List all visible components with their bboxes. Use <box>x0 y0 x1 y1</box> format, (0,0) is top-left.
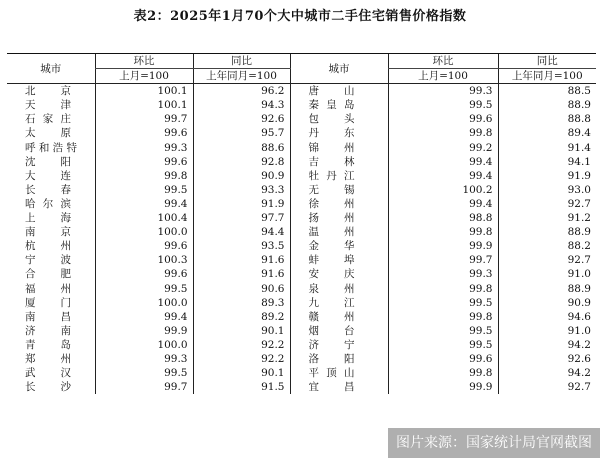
city-name: 南 京 <box>25 226 71 239</box>
mom-right-cell: 99.8 <box>388 225 498 239</box>
yoy-right-cell: 92.7 <box>498 197 596 211</box>
yoy-left-cell: 88.6 <box>193 141 290 155</box>
mom-left-cell: 100.0 <box>95 225 193 239</box>
table-row <box>7 324 596 338</box>
table-row <box>7 253 596 267</box>
yoy-right-cell: 91.0 <box>498 267 596 281</box>
mom-left-cell: 100.4 <box>95 211 193 225</box>
mom-left-cell: 99.5 <box>95 282 193 296</box>
city-name: 长 沙 <box>25 381 71 394</box>
city-name: 长 春 <box>25 183 71 196</box>
table-row <box>7 352 596 366</box>
city-right-cell <box>290 126 388 140</box>
header-yoy-right: 同比 <box>498 54 596 69</box>
city-right-cell <box>290 211 388 225</box>
city-left-cell <box>7 98 95 112</box>
mom-right-cell: 99.9 <box>388 239 498 253</box>
mom-right-cell: 99.4 <box>388 155 498 169</box>
city-name: 宜 昌 <box>308 381 355 394</box>
yoy-right-cell: 88.9 <box>498 282 596 296</box>
city-name: 无 锡 <box>308 183 355 196</box>
city-left-cell <box>7 211 95 225</box>
city-name: 石 家 庄 <box>25 113 71 126</box>
city-name: 合 肥 <box>25 268 71 281</box>
city-name: 南 昌 <box>25 310 71 323</box>
city-left-cell <box>7 267 95 281</box>
mom-left-cell: 99.6 <box>95 126 193 140</box>
header-mom-right: 环比 <box>388 54 498 69</box>
city-left-cell <box>7 253 95 267</box>
yoy-left-cell: 92.2 <box>193 352 290 366</box>
table-row <box>7 267 596 281</box>
city-name: 太 原 <box>25 127 71 140</box>
city-right-cell <box>290 112 388 126</box>
city-name: 上 海 <box>25 212 71 225</box>
mom-left-cell: 99.7 <box>95 112 193 126</box>
city-right-cell <box>290 253 388 267</box>
city-right-cell <box>290 98 388 112</box>
yoy-right-cell: 94.6 <box>498 310 596 324</box>
table-title: 表2：2025年1月70个大中城市二手住宅销售价格指数 <box>133 9 467 24</box>
mom-left-cell: 99.7 <box>95 380 193 394</box>
city-name: 平 顶 山 <box>308 367 355 380</box>
city-left-cell <box>7 282 95 296</box>
yoy-right-cell: 88.2 <box>498 239 596 253</box>
yoy-left-cell: 89.2 <box>193 310 290 324</box>
city-right-cell <box>290 239 388 253</box>
city-name: 唐 山 <box>308 85 355 98</box>
city-name: 金 华 <box>308 240 355 253</box>
city-left-cell <box>7 324 95 338</box>
mom-left-cell: 99.6 <box>95 155 193 169</box>
mom-right-cell: 99.5 <box>388 324 498 338</box>
table-row <box>7 225 596 239</box>
mom-right-cell: 99.3 <box>388 84 498 99</box>
city-name: 济 南 <box>25 324 71 337</box>
yoy-left-cell: 90.1 <box>193 366 290 380</box>
mom-left-cell: 99.5 <box>95 366 193 380</box>
yoy-left-cell: 89.3 <box>193 296 290 310</box>
yoy-left-cell: 91.9 <box>193 197 290 211</box>
mom-left-cell: 99.3 <box>95 352 193 366</box>
mom-right-cell: 99.4 <box>388 169 498 183</box>
table-row <box>7 183 596 197</box>
mom-right-cell: 99.8 <box>388 282 498 296</box>
city-left-cell <box>7 84 95 99</box>
city-right-cell <box>290 141 388 155</box>
city-left-cell <box>7 352 95 366</box>
mom-right-cell: 99.8 <box>388 366 498 380</box>
city-left-cell <box>7 112 95 126</box>
yoy-left-cell: 90.6 <box>193 282 290 296</box>
city-right-cell <box>290 183 388 197</box>
city-right-cell <box>290 310 388 324</box>
city-name: 郑 州 <box>25 352 71 365</box>
city-name: 蚌 埠 <box>308 254 355 267</box>
table-row <box>7 380 596 394</box>
mom-right-cell: 99.4 <box>388 197 498 211</box>
table-row <box>7 126 596 140</box>
table-body <box>7 84 596 395</box>
yoy-right-cell: 90.9 <box>498 296 596 310</box>
yoy-right-cell: 88.9 <box>498 225 596 239</box>
yoy-right-cell: 92.7 <box>498 380 596 394</box>
mom-right-cell: 99.9 <box>388 380 498 394</box>
mom-right-cell: 99.7 <box>388 253 498 267</box>
table-row <box>7 112 596 126</box>
mom-right-cell: 99.5 <box>388 296 498 310</box>
city-name: 安 庆 <box>308 268 355 281</box>
city-left-cell <box>7 239 95 253</box>
yoy-left-cell: 96.2 <box>193 84 290 99</box>
yoy-left-cell: 94.3 <box>193 98 290 112</box>
header-city-right: 城市 <box>290 54 388 84</box>
city-name: 宁 波 <box>25 254 71 267</box>
city-name: 丹 东 <box>308 127 355 140</box>
city-name: 洛 阳 <box>308 352 355 365</box>
city-left-cell <box>7 197 95 211</box>
mom-left-cell: 99.6 <box>95 267 193 281</box>
city-left-cell <box>7 155 95 169</box>
mom-right-cell: 100.2 <box>388 183 498 197</box>
city-left-cell <box>7 141 95 155</box>
city-right-cell <box>290 352 388 366</box>
city-name: 济 宁 <box>308 338 355 351</box>
yoy-right-cell: 91.9 <box>498 169 596 183</box>
city-name: 温 州 <box>308 226 355 239</box>
header-mom-left: 环比 <box>95 54 193 69</box>
yoy-right-cell: 94.1 <box>498 155 596 169</box>
city-left-cell <box>7 169 95 183</box>
table-row <box>7 169 596 183</box>
mom-left-cell: 100.0 <box>95 296 193 310</box>
mom-right-cell: 99.6 <box>388 352 498 366</box>
header-yoy-base-left: 上年同月=100 <box>193 69 290 84</box>
city-name: 大 连 <box>25 169 71 182</box>
mom-left-cell: 99.8 <box>95 169 193 183</box>
city-right-cell <box>290 366 388 380</box>
yoy-right-cell: 92.7 <box>498 253 596 267</box>
mom-right-cell: 99.5 <box>388 338 498 352</box>
city-name: 呼 和 浩 特 <box>25 141 77 154</box>
city-name: 沈 阳 <box>25 155 71 168</box>
city-left-cell <box>7 366 95 380</box>
mom-left-cell: 100.1 <box>95 98 193 112</box>
city-right-cell <box>290 267 388 281</box>
yoy-right-cell: 91.0 <box>498 324 596 338</box>
yoy-right-cell: 94.2 <box>498 338 596 352</box>
yoy-left-cell: 93.5 <box>193 239 290 253</box>
city-name: 扬 州 <box>308 212 355 225</box>
table-row <box>7 197 596 211</box>
city-right-cell <box>290 225 388 239</box>
yoy-left-cell: 91.6 <box>193 267 290 281</box>
mom-left-cell: 99.4 <box>95 310 193 324</box>
city-left-cell <box>7 126 95 140</box>
city-name: 哈 尔 滨 <box>25 197 71 210</box>
table-row <box>7 366 596 380</box>
yoy-left-cell: 92.8 <box>193 155 290 169</box>
mom-left-cell: 99.6 <box>95 239 193 253</box>
city-name: 九 江 <box>308 296 355 309</box>
city-name: 秦 皇 岛 <box>308 99 355 112</box>
mom-right-cell: 99.8 <box>388 310 498 324</box>
mom-left-cell: 99.4 <box>95 197 193 211</box>
city-right-cell <box>290 197 388 211</box>
mom-right-cell: 99.8 <box>388 126 498 140</box>
city-name: 吉 林 <box>308 155 355 168</box>
mom-left-cell: 100.3 <box>95 253 193 267</box>
price-index-table <box>7 54 596 394</box>
mom-right-cell: 99.3 <box>388 267 498 281</box>
yoy-right-cell: 88.9 <box>498 98 596 112</box>
table-row <box>7 338 596 352</box>
city-right-cell <box>290 282 388 296</box>
mom-left-cell: 99.5 <box>95 183 193 197</box>
table-row <box>7 310 596 324</box>
city-name: 包 头 <box>308 113 355 126</box>
city-left-cell <box>7 310 95 324</box>
mom-left-cell: 100.1 <box>95 84 193 99</box>
yoy-left-cell: 95.7 <box>193 126 290 140</box>
city-right-cell <box>290 324 388 338</box>
city-right-cell <box>290 84 388 99</box>
mom-right-cell: 99.6 <box>388 112 498 126</box>
header-yoy-left: 同比 <box>193 54 290 69</box>
city-name: 武 汉 <box>25 367 71 380</box>
city-left-cell <box>7 183 95 197</box>
city-name: 青 岛 <box>25 338 71 351</box>
mom-left-cell: 99.3 <box>95 141 193 155</box>
table-row <box>7 239 596 253</box>
yoy-left-cell: 97.7 <box>193 211 290 225</box>
city-right-cell <box>290 169 388 183</box>
mom-left-cell: 100.0 <box>95 338 193 352</box>
yoy-left-cell: 91.5 <box>193 380 290 394</box>
yoy-right-cell: 89.4 <box>498 126 596 140</box>
yoy-right-cell: 93.0 <box>498 183 596 197</box>
city-left-cell <box>7 225 95 239</box>
header-yoy-base-right: 上年同月=100 <box>498 69 596 84</box>
yoy-left-cell: 94.4 <box>193 225 290 239</box>
mom-right-cell: 98.8 <box>388 211 498 225</box>
table-row <box>7 155 596 169</box>
table-row <box>7 211 596 225</box>
table-row <box>7 282 596 296</box>
table-row <box>7 141 596 155</box>
city-name: 赣 州 <box>308 310 355 323</box>
city-name: 锦 州 <box>308 141 355 154</box>
city-name: 福 州 <box>25 282 71 295</box>
city-name: 厦 门 <box>25 296 71 309</box>
yoy-left-cell: 93.3 <box>193 183 290 197</box>
yoy-left-cell: 92.2 <box>193 338 290 352</box>
city-name: 徐 州 <box>308 197 355 210</box>
yoy-left-cell: 92.6 <box>193 112 290 126</box>
yoy-right-cell: 88.8 <box>498 112 596 126</box>
mom-right-cell: 99.2 <box>388 141 498 155</box>
yoy-right-cell: 94.2 <box>498 366 596 380</box>
city-name: 天 津 <box>25 99 71 112</box>
city-left-cell <box>7 380 95 394</box>
yoy-right-cell: 88.5 <box>498 84 596 99</box>
header-city-left: 城市 <box>7 54 95 84</box>
city-left-cell <box>7 338 95 352</box>
yoy-right-cell: 92.6 <box>498 352 596 366</box>
city-left-cell <box>7 296 95 310</box>
city-name: 杭 州 <box>25 240 71 253</box>
city-name: 北 京 <box>25 85 71 98</box>
city-right-cell <box>290 155 388 169</box>
yoy-right-cell: 91.4 <box>498 141 596 155</box>
table-row <box>7 98 596 112</box>
yoy-left-cell: 90.9 <box>193 169 290 183</box>
table-row <box>7 84 596 99</box>
city-name: 牡 丹 江 <box>308 169 355 182</box>
yoy-left-cell: 90.1 <box>193 324 290 338</box>
city-right-cell <box>290 296 388 310</box>
city-name: 泉 州 <box>308 282 355 295</box>
city-right-cell <box>290 380 388 394</box>
mom-right-cell: 99.5 <box>388 98 498 112</box>
image-source-watermark: 图片来源：国家统计局官网截图 <box>388 428 600 458</box>
city-name: 烟 台 <box>308 324 355 337</box>
header-mom-base-right: 上月=100 <box>388 69 498 84</box>
table-row <box>7 296 596 310</box>
yoy-left-cell: 91.6 <box>193 253 290 267</box>
yoy-right-cell: 91.2 <box>498 211 596 225</box>
header-mom-base-left: 上月=100 <box>95 69 193 84</box>
mom-left-cell: 99.9 <box>95 324 193 338</box>
city-right-cell <box>290 338 388 352</box>
